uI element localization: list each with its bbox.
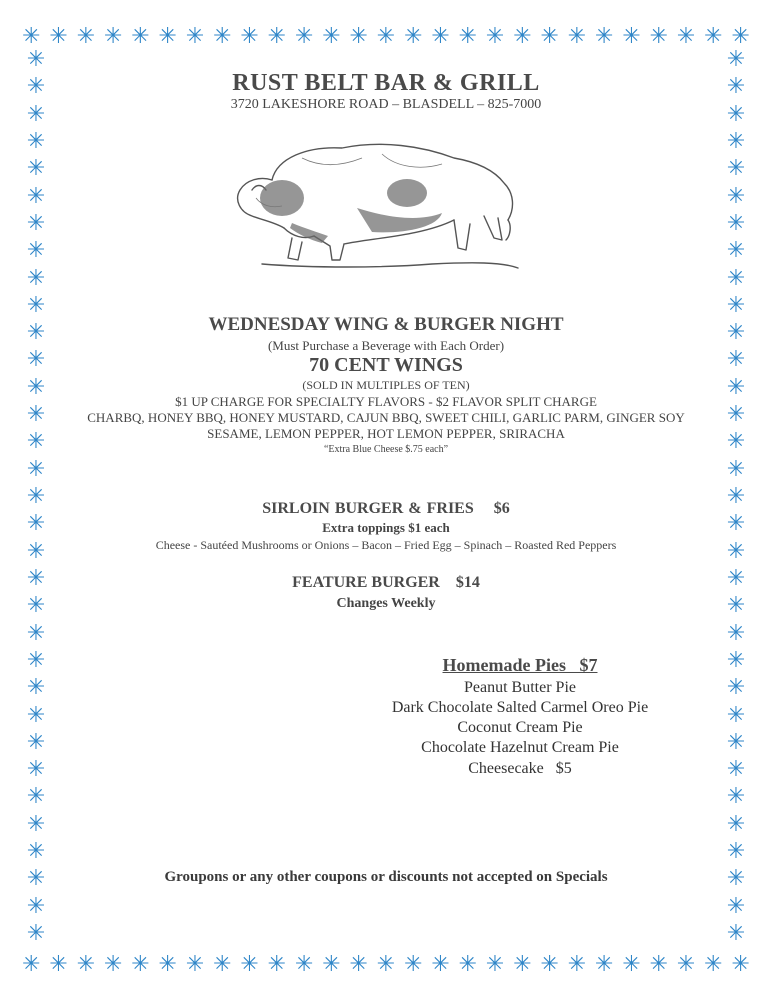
snowflake-icon: ✳ [403,23,423,48]
snowflake-icon: ✳ [676,23,696,48]
snowflake-icon: ✳ [131,23,150,48]
snowflake-icon: ✳ [349,23,368,48]
snowflake-icon: ✳ [22,23,41,48]
snowflake-icon: ✳ [458,23,477,48]
snowflake-icon: ✳ [26,428,46,454]
snowflake-icon: ✳ [103,23,123,48]
snowflake-icon: ✳ [594,951,614,976]
snowflake-icon: ✳ [26,920,46,945]
snowflake-icon: ✳ [622,23,641,48]
snowflake-icon: ✳ [726,920,746,945]
snowflake-icon: ✳ [726,100,746,126]
wing-burger-night-heading: WEDNESDAY WING & BURGER NIGHT [208,314,564,335]
snowflake-icon: ✳ [431,23,450,48]
snowflake-icon: ✳ [726,838,746,864]
snowflake-icon: ✳ [726,455,746,481]
flavors-line-1: CHARBQ, HONEY BBQ, HONEY MUSTARD, CAJUN BBQ, SWEET CHILI, GARLIC PARM, GINGER SOY [87,410,685,425]
snowflake-icon: ✳ [26,564,46,590]
border-left [22,46,50,946]
feature-burger-heading: FEATURE BURGER $14 [292,574,480,591]
snowflake-icon: ✳ [726,892,746,918]
snowflake-icon: ✳ [726,291,746,317]
snowflake-icon: ✳ [567,23,587,48]
snowflake-icon: ✳ [185,951,205,976]
snowflake-icon: ✳ [26,756,46,782]
snowflake-icon: ✳ [49,951,68,976]
snowflake-icon: ✳ [376,23,396,48]
snowflake-icon: ✳ [649,23,668,48]
snowflake-icon: ✳ [26,537,46,563]
snowflake-icon: ✳ [103,951,123,976]
snowflake-icon: ✳ [267,951,286,976]
snowflake-icon: ✳ [26,701,46,727]
snowflake-icon: ✳ [294,951,314,976]
snowflake-icon: ✳ [26,619,46,645]
snowflake-icon: ✳ [731,23,750,48]
snowflake-icon: ✳ [676,951,696,976]
pie-item: Chocolate Hazelnut Cream Pie [421,739,619,756]
snowflake-icon: ✳ [726,756,746,782]
snowflake-icon: ✳ [622,951,641,976]
snowflake-icon: ✳ [726,346,746,372]
snowflake-icon: ✳ [458,951,477,976]
snowflake-icon: ✳ [212,23,232,48]
snowflake-icon: ✳ [704,23,723,48]
snowflake-icon: ✳ [26,728,46,754]
snowflake-icon: ✳ [26,73,46,99]
pies-heading: Homemade Pies $7 [442,655,598,675]
snowflake-icon: ✳ [726,510,746,536]
snowflake-icon: ✳ [26,592,46,618]
border-top [22,22,750,50]
snowflake-icon: ✳ [267,23,286,48]
snowflake-icon: ✳ [567,951,587,976]
restaurant-title: RUST BELT BAR & GRILL [232,70,540,96]
snowflake-icon: ✳ [26,291,46,317]
snowflake-icon: ✳ [349,951,368,976]
snowflake-icon: ✳ [76,23,95,48]
snowflake-icon: ✳ [26,865,46,891]
snowflake-icon: ✳ [26,810,46,836]
snowflake-icon: ✳ [726,155,746,181]
pie-item: Dark Chocolate Salted Carmel Oreo Pie [391,699,649,716]
snowflake-icon: ✳ [26,646,46,672]
snowflake-icon: ✳ [731,951,750,976]
snowflake-icon: ✳ [26,319,46,345]
snowflake-icon: ✳ [26,373,46,399]
border-right [722,46,750,946]
snowflake-icon: ✳ [294,23,314,48]
snowflake-icon: ✳ [26,892,46,918]
snowflake-icon: ✳ [726,537,746,563]
sold-note: (SOLD IN MULTIPLES OF TEN) [302,378,470,392]
snowflake-icon: ✳ [76,951,95,976]
beverage-note: (Must Purchase a Beverage with Each Order) [267,338,505,353]
snowflake-icon: ✳ [26,838,46,864]
snowflake-icon: ✳ [726,646,746,672]
wings-heading: 70 CENT WINGS [309,354,463,376]
snowflake-icon: ✳ [158,23,177,48]
snowflake-icon: ✳ [726,46,746,71]
snowflake-icon: ✳ [26,510,46,536]
snowflake-icon: ✳ [726,728,746,754]
snowflake-icon: ✳ [485,951,505,976]
snowflake-icon: ✳ [131,951,150,976]
pie-item: Cheesecake $5 [468,760,572,777]
snowflake-icon: ✳ [594,23,614,48]
snowflake-icon: ✳ [185,23,205,48]
snowflake-icon: ✳ [726,209,746,235]
snowflake-icon: ✳ [726,373,746,399]
snowflake-icon: ✳ [726,237,746,263]
snowflake-icon: ✳ [726,264,746,290]
snowflake-icon: ✳ [726,674,746,700]
snowflake-icon: ✳ [376,951,396,976]
snowflake-icon: ✳ [726,127,746,153]
snowflake-icon: ✳ [431,951,450,976]
snowflake-icon: ✳ [540,23,559,48]
snowflake-icon: ✳ [26,483,46,508]
snowflake-icon: ✳ [240,23,259,48]
pie-item: Peanut Butter Pie [464,679,576,696]
snowflake-icon: ✳ [649,951,668,976]
snowflake-icon: ✳ [240,951,259,976]
snowflake-icon: ✳ [726,810,746,836]
bison-icon [232,128,524,273]
snowflake-icon: ✳ [26,182,46,208]
snowflake-icon: ✳ [26,100,46,126]
snowflake-icon: ✳ [726,182,746,208]
snowflake-icon: ✳ [726,401,746,427]
snowflake-icon: ✳ [726,619,746,645]
restaurant-address: 3720 LAKESHORE ROAD – BLASDELL – 825-7000 [230,97,542,112]
sirloin-heading: SIRLOIN BURGER & FRIES $6 [262,500,510,517]
snowflake-icon: ✳ [726,865,746,891]
snowflake-icon: ✳ [26,455,46,481]
snowflake-icon: ✳ [726,564,746,590]
snowflake-icon: ✳ [212,951,232,976]
snowflake-icon: ✳ [26,346,46,372]
snowflake-icon: ✳ [513,23,532,48]
feature-note: Changes Weekly [336,596,436,611]
snowflake-icon: ✳ [726,319,746,345]
snowflake-icon: ✳ [485,23,505,48]
snowflake-icon: ✳ [26,401,46,427]
blue-cheese-note: “Extra Blue Cheese $.75 each” [323,444,449,455]
snowflake-icon: ✳ [726,428,746,454]
snowflake-icon: ✳ [26,155,46,181]
snowflake-icon: ✳ [26,783,46,809]
snowflake-icon: ✳ [540,951,559,976]
snowflake-icon: ✳ [726,592,746,618]
snowflake-icon: ✳ [726,73,746,99]
snowflake-icon: ✳ [26,264,46,290]
snowflake-icon: ✳ [704,951,723,976]
extra-toppings-note: Extra toppings $1 each [322,520,450,535]
snowflake-icon: ✳ [26,674,46,700]
snowflake-icon: ✳ [26,46,46,71]
snowflake-icon: ✳ [726,483,746,508]
snowflake-icon: ✳ [49,23,68,48]
pie-item: Coconut Cream Pie [457,719,583,736]
toppings-list: Cheese - Sautéed Mushrooms or Onions – Bacon – Fried Egg – Spinach – Roasted Red Peppers [155,538,617,552]
flavors-line-2: SESAME, LEMON PEPPER, HOT LEMON PEPPER, SRIRACHA [207,426,565,441]
snowflake-icon: ✳ [322,23,341,48]
snowflake-icon: ✳ [26,237,46,263]
border-bottom [22,950,750,978]
snowflake-icon: ✳ [513,951,532,976]
snowflake-icon: ✳ [726,701,746,727]
snowflake-icon: ✳ [726,783,746,809]
snowflake-icon: ✳ [158,951,177,976]
coupon-disclaimer: Groupons or any other coupons or discounts not accepted on Specials [164,869,608,885]
upcharge-note: $1 UP CHARGE FOR SPECIALTY FLAVORS - $2 FLAVOR SPLIT CHARGE [175,394,597,409]
snowflake-icon: ✳ [26,127,46,153]
snowflake-icon: ✳ [403,951,423,976]
snowflake-icon: ✳ [26,209,46,235]
snowflake-icon: ✳ [322,951,341,976]
snowflake-icon: ✳ [22,951,41,976]
